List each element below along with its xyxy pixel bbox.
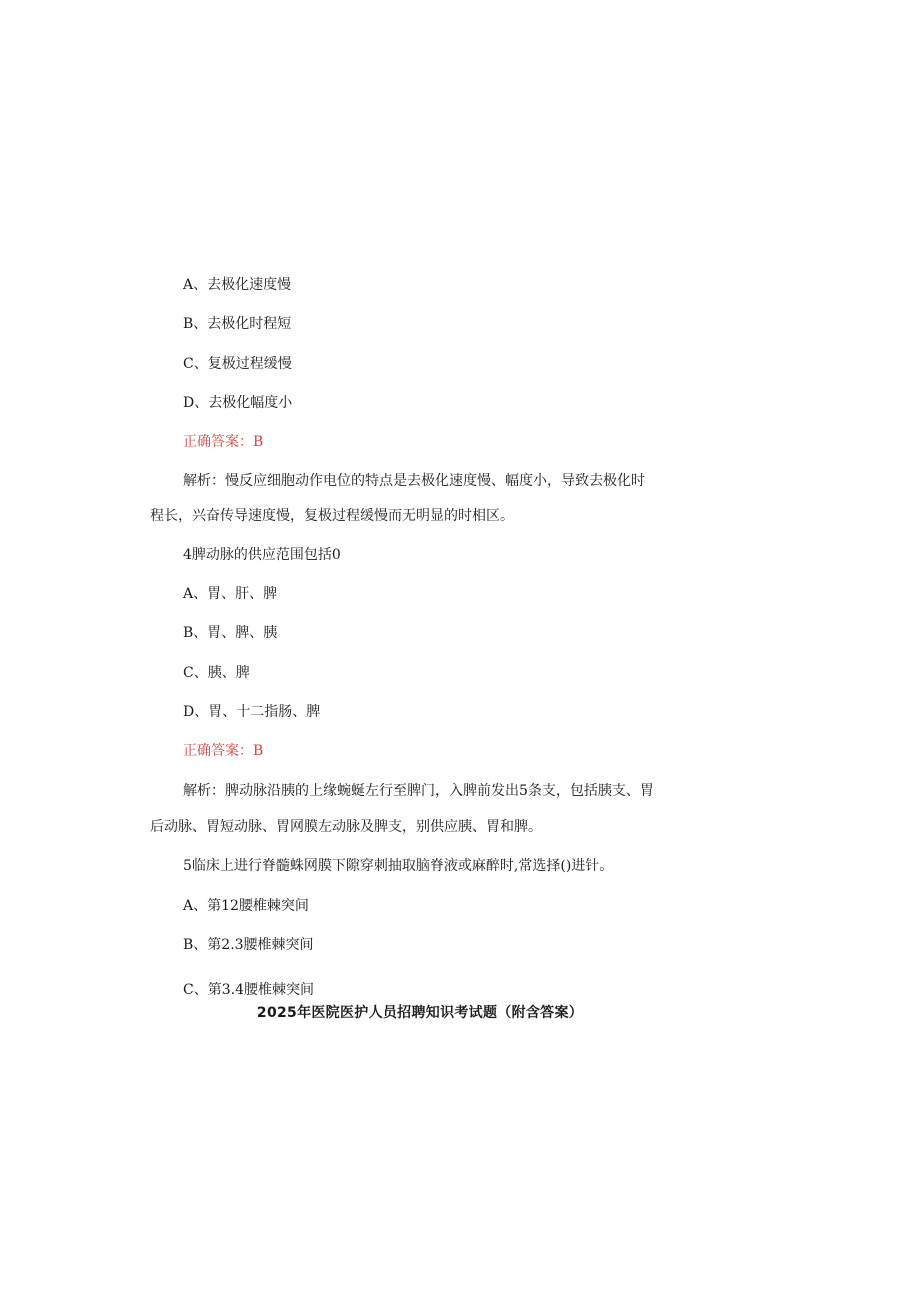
q3-option-b: B、去极化时程短 xyxy=(183,316,292,332)
q4-option-d: D、胃、十二指肠、脾 xyxy=(183,704,321,720)
q4-option-c: C、胰、脾 xyxy=(183,665,250,681)
q4-option-b: B、胃、脾、胰 xyxy=(183,625,278,641)
q5-option-a: A、第12腰椎棘突间 xyxy=(183,898,309,914)
q3-analysis-line1: 解析：慢反应细胞动作电位的特点是去极化速度慢、幅度小，导致去极化时 xyxy=(183,473,645,489)
q5-question: 5临床上进行脊髓蛛网膜下隙穿刺抽取脑脊液或麻醉时,常选择()进针。 xyxy=(183,858,614,874)
q5-option-b: B、第2.3腰椎棘突间 xyxy=(183,937,314,953)
q4-question: 4脾动脉的供应范围包括0 xyxy=(183,547,341,563)
q3-analysis-line2: 程长，兴奋传导速度慢，复极过程缓慢而无明显的时相区。 xyxy=(150,508,514,524)
q4-option-a: A、胃、肝、脾 xyxy=(183,586,278,602)
q3-answer: 正确答案：B xyxy=(183,434,264,450)
q3-option-d: D、去极化幅度小 xyxy=(183,395,293,411)
q4-analysis-line1: 解析：脾动脉沿胰的上缘蜿蜒左行至脾门，入脾前发出5条支，包括胰支、胃 xyxy=(183,783,654,799)
footer-title: 2025年医院医护人员招聘知识考试题（附含答案） xyxy=(256,1005,584,1021)
q3-option-a: A、去极化速度慢 xyxy=(183,277,292,293)
q4-analysis-line2: 后动脉、胃短动脉、胃网膜左动脉及脾支，别供应胰、胃和脾。 xyxy=(150,819,542,835)
q5-option-c: C、第3.4腰椎棘突间 xyxy=(183,982,314,998)
q3-option-c: C、复极过程缓慢 xyxy=(183,356,292,372)
q4-answer: 正确答案：B xyxy=(183,743,264,759)
